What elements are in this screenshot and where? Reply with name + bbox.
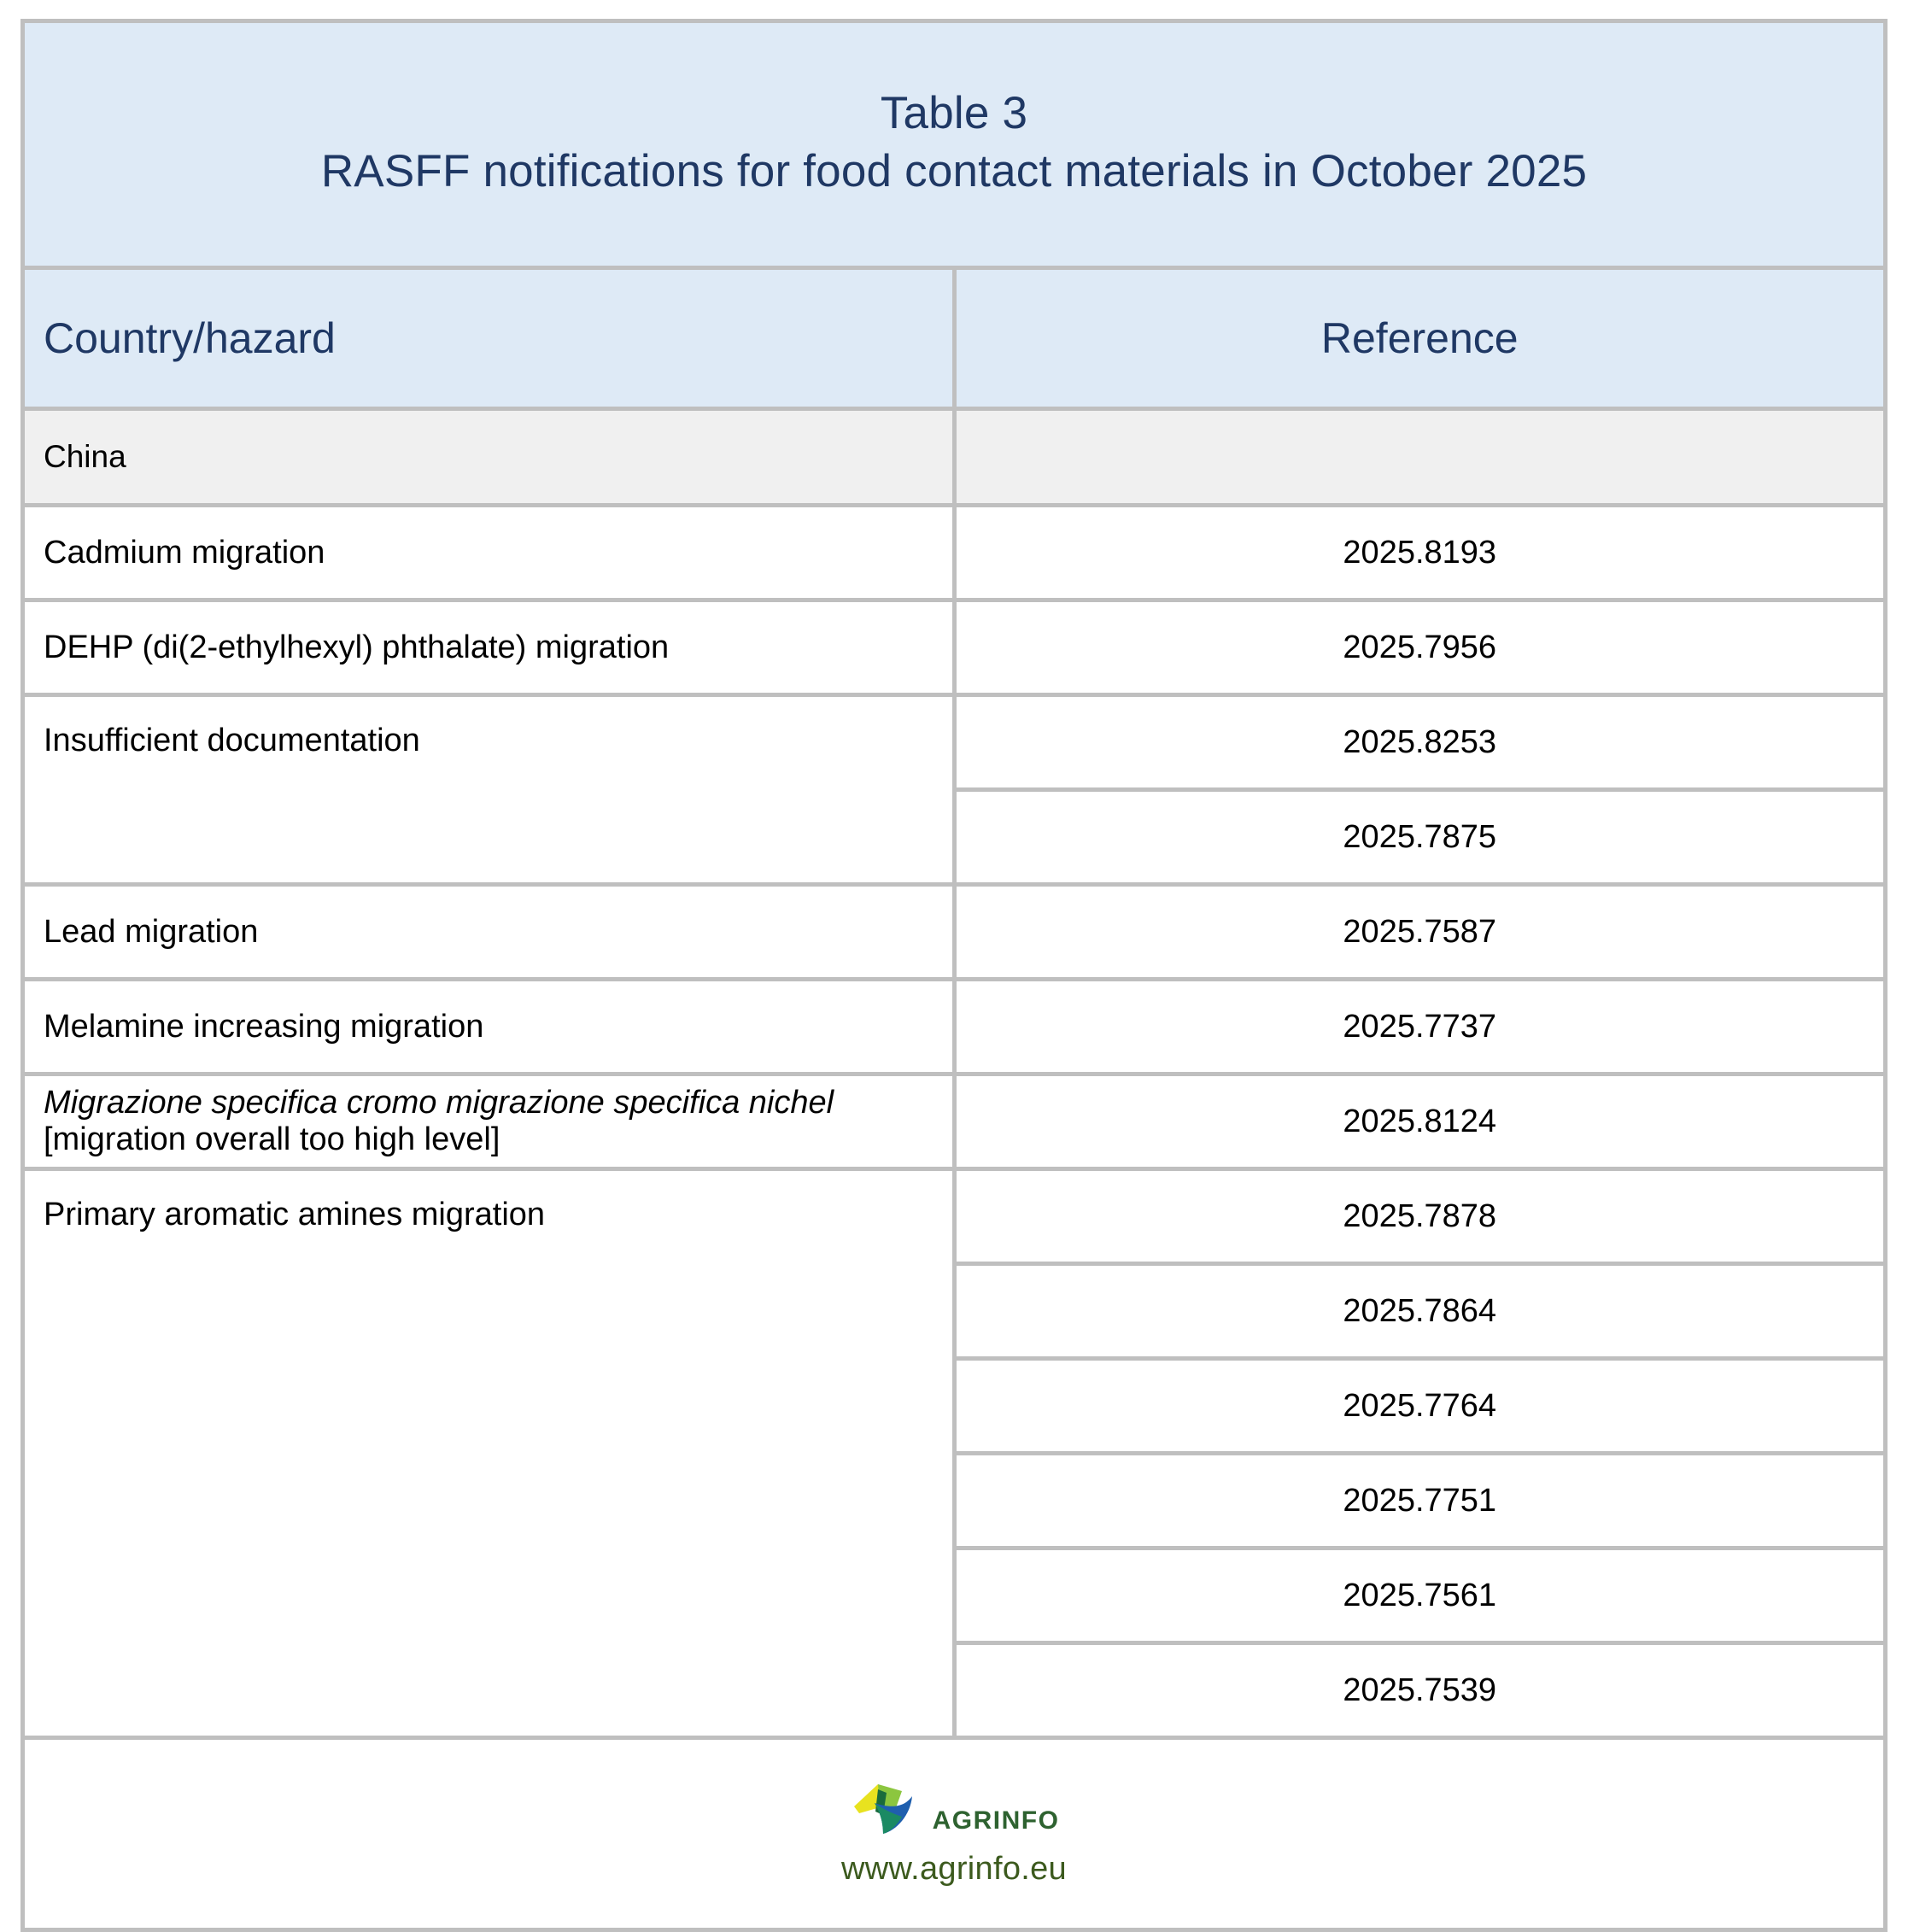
- reference-value: 2025.8124: [954, 1074, 1886, 1169]
- table-title-text: RASFF notifications for food contact materials in October 2025: [320, 146, 1588, 196]
- rasff-notifications-table: [20, 19, 1888, 1932]
- reference-value: 2025.7875: [954, 790, 1886, 885]
- reference-value: 2025.8193: [954, 506, 1886, 600]
- table-row: [23, 1074, 1886, 1169]
- footer-cell: [23, 1738, 1886, 1930]
- column-header-reference: Reference: [954, 268, 1886, 409]
- hazard-label: Cadmium migration: [23, 506, 955, 600]
- reference-value: 2025.7539: [954, 1643, 1886, 1738]
- reference-value: 2025.7561: [954, 1549, 1886, 1643]
- hazard-label: Primary aromatic amines migration: [23, 1169, 955, 1738]
- table-title-row: [23, 21, 1886, 268]
- table-row: [23, 506, 1886, 600]
- reference-value: 2025.8253: [954, 695, 1886, 790]
- hazard-label-italic: Migrazione specifica cromo migrazione specifica nichel: [44, 1085, 834, 1121]
- country-reference-empty: [954, 409, 1886, 506]
- table-title-cell: [23, 21, 1886, 268]
- hazard-label: DEHP (di(2-ethylhexyl) phthalate) migration: [23, 600, 955, 695]
- table-row: [23, 695, 1886, 790]
- reference-value: 2025.7764: [954, 1359, 1886, 1454]
- country-group-row: [23, 409, 1886, 506]
- reference-value: 2025.7878: [954, 1169, 1886, 1264]
- hazard-label-mixed: [23, 1074, 955, 1169]
- agrinfo-wordmark: AGRINFO: [932, 1806, 1060, 1835]
- hazard-label: Lead migration: [23, 885, 955, 980]
- agrinfo-bird-icon: [849, 1777, 928, 1844]
- country-name: China: [23, 409, 955, 506]
- reference-value: 2025.7737: [954, 980, 1886, 1074]
- reference-value: 2025.7864: [954, 1264, 1886, 1359]
- table-row: [23, 1169, 1886, 1264]
- hazard-label-bracket: [migration overall too high level]: [44, 1121, 500, 1157]
- hazard-label: Melamine increasing migration: [23, 980, 955, 1074]
- agrinfo-logo: [849, 1777, 1060, 1844]
- table-row: [23, 600, 1886, 695]
- table-number-label: Table 3: [880, 88, 1028, 139]
- reference-value: 2025.7587: [954, 885, 1886, 980]
- table-footer-row: [23, 1738, 1886, 1930]
- column-header-hazard: Country/hazard: [23, 268, 955, 409]
- footer-website-url: www.agrinfo.eu: [840, 1850, 1067, 1887]
- reference-value: 2025.7956: [954, 600, 1886, 695]
- table-row: [23, 980, 1886, 1074]
- reference-value: 2025.7751: [954, 1454, 1886, 1549]
- hazard-label: Insufficient documentation: [23, 695, 955, 885]
- table-row: [23, 885, 1886, 980]
- table-header-row: [23, 268, 1886, 409]
